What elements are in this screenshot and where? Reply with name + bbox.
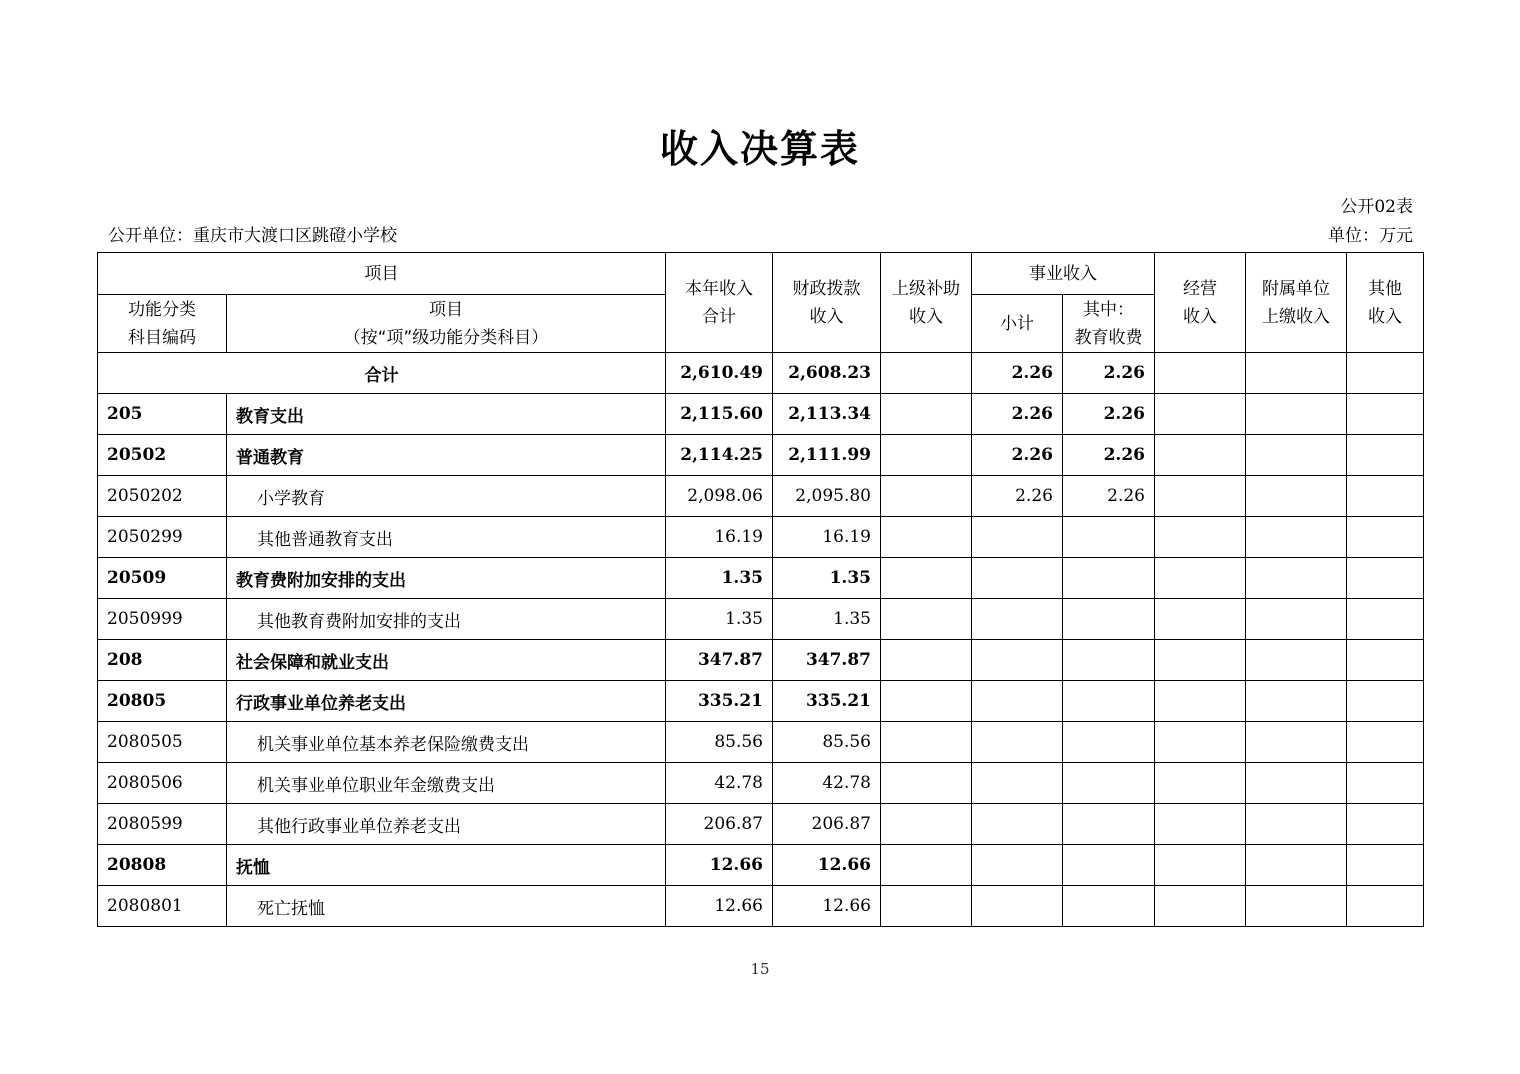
row-name: 教育支出: [227, 394, 666, 435]
header-project: 项目: [98, 253, 666, 295]
total-label: 合计: [98, 353, 666, 394]
header-subtotal: 小计: [972, 295, 1063, 353]
row-other: [1347, 476, 1424, 517]
row-total: 85.56: [666, 722, 773, 763]
row-edu: [1063, 681, 1155, 722]
row-subtotal: 2.26: [972, 476, 1063, 517]
row-other: [1347, 845, 1424, 886]
row-other: [1347, 804, 1424, 845]
row-subtotal: [972, 804, 1063, 845]
row-total: 2,098.06: [666, 476, 773, 517]
header-other: 其他 收入: [1347, 253, 1424, 353]
row-name: 普通教育: [227, 435, 666, 476]
row-business: [1155, 763, 1246, 804]
row-other: [1347, 517, 1424, 558]
row-code: 2050999: [98, 599, 227, 640]
row-business: [1155, 517, 1246, 558]
row-subtotal: [972, 722, 1063, 763]
row-other: [1347, 640, 1424, 681]
table-row: [98, 640, 1424, 681]
currency-unit: 单位：万元: [1328, 226, 1413, 246]
row-upper: [881, 394, 972, 435]
row-other: [1347, 763, 1424, 804]
row-subtotal: 2.26: [972, 435, 1063, 476]
row-other: [1347, 681, 1424, 722]
row-fiscal: 2,111.99: [773, 435, 881, 476]
row-code: 2050202: [98, 476, 227, 517]
row-edu: [1063, 763, 1155, 804]
row-name: 机关事业单位职业年金缴费支出: [227, 763, 666, 804]
header-total: 本年收入 合计: [666, 253, 773, 353]
row-subtotal: [972, 558, 1063, 599]
row-upper: [881, 763, 972, 804]
row-code: 20502: [98, 435, 227, 476]
row-upper: [881, 640, 972, 681]
header-upper: 上级补助 收入: [881, 253, 972, 353]
row-affiliated: [1246, 845, 1347, 886]
row-affiliated: [1246, 804, 1347, 845]
table-row: [98, 558, 1424, 599]
row-fiscal: 42.78: [773, 763, 881, 804]
total-affiliated: [1246, 353, 1347, 394]
row-affiliated: [1246, 640, 1347, 681]
row-total: 206.87: [666, 804, 773, 845]
row-edu: [1063, 558, 1155, 599]
total-other: [1347, 353, 1424, 394]
row-code: 2080505: [98, 722, 227, 763]
row-edu: [1063, 517, 1155, 558]
page-title: 收入决算表: [659, 127, 860, 171]
row-upper: [881, 558, 972, 599]
row-fiscal: 347.87: [773, 640, 881, 681]
row-code: 2080801: [98, 886, 227, 927]
total-upper: [881, 353, 972, 394]
row-business: [1155, 845, 1246, 886]
row-business: [1155, 435, 1246, 476]
header-name: 项目 （按“项”级功能分类科目）: [227, 295, 666, 353]
row-business: [1155, 804, 1246, 845]
row-subtotal: [972, 681, 1063, 722]
row-total: 2,114.25: [666, 435, 773, 476]
row-affiliated: [1246, 722, 1347, 763]
row-name: 社会保障和就业支出: [227, 640, 666, 681]
table-row: [98, 517, 1424, 558]
row-edu: [1063, 845, 1155, 886]
row-total: 1.35: [666, 599, 773, 640]
row-fiscal: 1.35: [773, 599, 881, 640]
header-fiscal: 财政拨款 收入: [773, 253, 881, 353]
row-subtotal: [972, 517, 1063, 558]
table-row: [98, 722, 1424, 763]
row-fiscal: 206.87: [773, 804, 881, 845]
row-code: 2050299: [98, 517, 227, 558]
row-business: [1155, 722, 1246, 763]
row-edu: [1063, 640, 1155, 681]
table-row: [98, 845, 1424, 886]
row-other: [1347, 558, 1424, 599]
row-business: [1155, 476, 1246, 517]
row-other: [1347, 435, 1424, 476]
table-row: [98, 886, 1424, 927]
row-edu: 2.26: [1063, 435, 1155, 476]
row-other: [1347, 394, 1424, 435]
header-row-1: [98, 253, 1424, 295]
row-business: [1155, 886, 1246, 927]
row-code: 20509: [98, 558, 227, 599]
row-upper: [881, 476, 972, 517]
table-number: 公开02表: [1340, 197, 1413, 217]
row-upper: [881, 886, 972, 927]
row-other: [1347, 599, 1424, 640]
row-affiliated: [1246, 558, 1347, 599]
row-code: 208: [98, 640, 227, 681]
row-affiliated: [1246, 886, 1347, 927]
row-fiscal: 12.66: [773, 845, 881, 886]
row-subtotal: [972, 640, 1063, 681]
row-business: [1155, 599, 1246, 640]
row-other: [1347, 886, 1424, 927]
page-number: 15: [750, 960, 770, 978]
income-table: [97, 252, 1424, 927]
header-affiliated: 附属单位 上缴收入: [1246, 253, 1347, 353]
row-fiscal: 2,095.80: [773, 476, 881, 517]
row-name: 小学教育: [227, 476, 666, 517]
row-subtotal: [972, 845, 1063, 886]
row-total: 2,115.60: [666, 394, 773, 435]
row-edu: [1063, 599, 1155, 640]
header-business: 经营 收入: [1155, 253, 1246, 353]
row-name: 教育费附加安排的支出: [227, 558, 666, 599]
row-business: [1155, 394, 1246, 435]
row-fiscal: 335.21: [773, 681, 881, 722]
row-subtotal: 2.26: [972, 394, 1063, 435]
row-edu: 2.26: [1063, 394, 1155, 435]
row-upper: [881, 845, 972, 886]
row-affiliated: [1246, 681, 1347, 722]
row-fiscal: 2,113.34: [773, 394, 881, 435]
row-name: 行政事业单位养老支出: [227, 681, 666, 722]
table-row: [98, 435, 1424, 476]
total-row: [98, 353, 1424, 394]
row-name: 其他教育费附加安排的支出: [227, 599, 666, 640]
table-row: [98, 599, 1424, 640]
row-total: 1.35: [666, 558, 773, 599]
row-edu: [1063, 886, 1155, 927]
row-affiliated: [1246, 763, 1347, 804]
row-subtotal: [972, 599, 1063, 640]
total-total: 2,610.49: [666, 353, 773, 394]
row-other: [1347, 722, 1424, 763]
row-total: 12.66: [666, 886, 773, 927]
table-row: [98, 804, 1424, 845]
row-total: 335.21: [666, 681, 773, 722]
row-fiscal: 85.56: [773, 722, 881, 763]
row-edu: [1063, 804, 1155, 845]
row-code: 205: [98, 394, 227, 435]
row-upper: [881, 722, 972, 763]
row-affiliated: [1246, 476, 1347, 517]
row-affiliated: [1246, 599, 1347, 640]
reporting-unit: 公开单位：重庆市大渡口区跳磴小学校: [108, 226, 397, 246]
total-business: [1155, 353, 1246, 394]
row-total: 347.87: [666, 640, 773, 681]
table-row: [98, 763, 1424, 804]
row-code: 20808: [98, 845, 227, 886]
row-total: 12.66: [666, 845, 773, 886]
row-subtotal: [972, 763, 1063, 804]
row-affiliated: [1246, 435, 1347, 476]
row-business: [1155, 681, 1246, 722]
row-name: 其他行政事业单位养老支出: [227, 804, 666, 845]
row-fiscal: 12.66: [773, 886, 881, 927]
row-affiliated: [1246, 517, 1347, 558]
table-row: [98, 681, 1424, 722]
total-edu: 2.26: [1063, 353, 1155, 394]
row-upper: [881, 599, 972, 640]
row-affiliated: [1246, 394, 1347, 435]
row-fiscal: 1.35: [773, 558, 881, 599]
header-edu: 其中： 教育收费: [1063, 295, 1155, 353]
row-fiscal: 16.19: [773, 517, 881, 558]
row-name: 死亡抚恤: [227, 886, 666, 927]
total-subtotal: 2.26: [972, 353, 1063, 394]
row-edu: 2.26: [1063, 476, 1155, 517]
row-total: 42.78: [666, 763, 773, 804]
total-fiscal: 2,608.23: [773, 353, 881, 394]
row-name: 机关事业单位基本养老保险缴费支出: [227, 722, 666, 763]
row-upper: [881, 804, 972, 845]
row-upper: [881, 681, 972, 722]
row-code: 2080506: [98, 763, 227, 804]
table-row: [98, 476, 1424, 517]
row-upper: [881, 517, 972, 558]
row-total: 16.19: [666, 517, 773, 558]
row-code: 2080599: [98, 804, 227, 845]
row-business: [1155, 558, 1246, 599]
row-name: 抚恤: [227, 845, 666, 886]
row-business: [1155, 640, 1246, 681]
row-edu: [1063, 722, 1155, 763]
table-row: [98, 394, 1424, 435]
row-upper: [881, 435, 972, 476]
header-career: 事业收入: [972, 253, 1155, 295]
row-subtotal: [972, 886, 1063, 927]
row-name: 其他普通教育支出: [227, 517, 666, 558]
row-code: 20805: [98, 681, 227, 722]
header-code: 功能分类 科目编码: [98, 295, 227, 353]
